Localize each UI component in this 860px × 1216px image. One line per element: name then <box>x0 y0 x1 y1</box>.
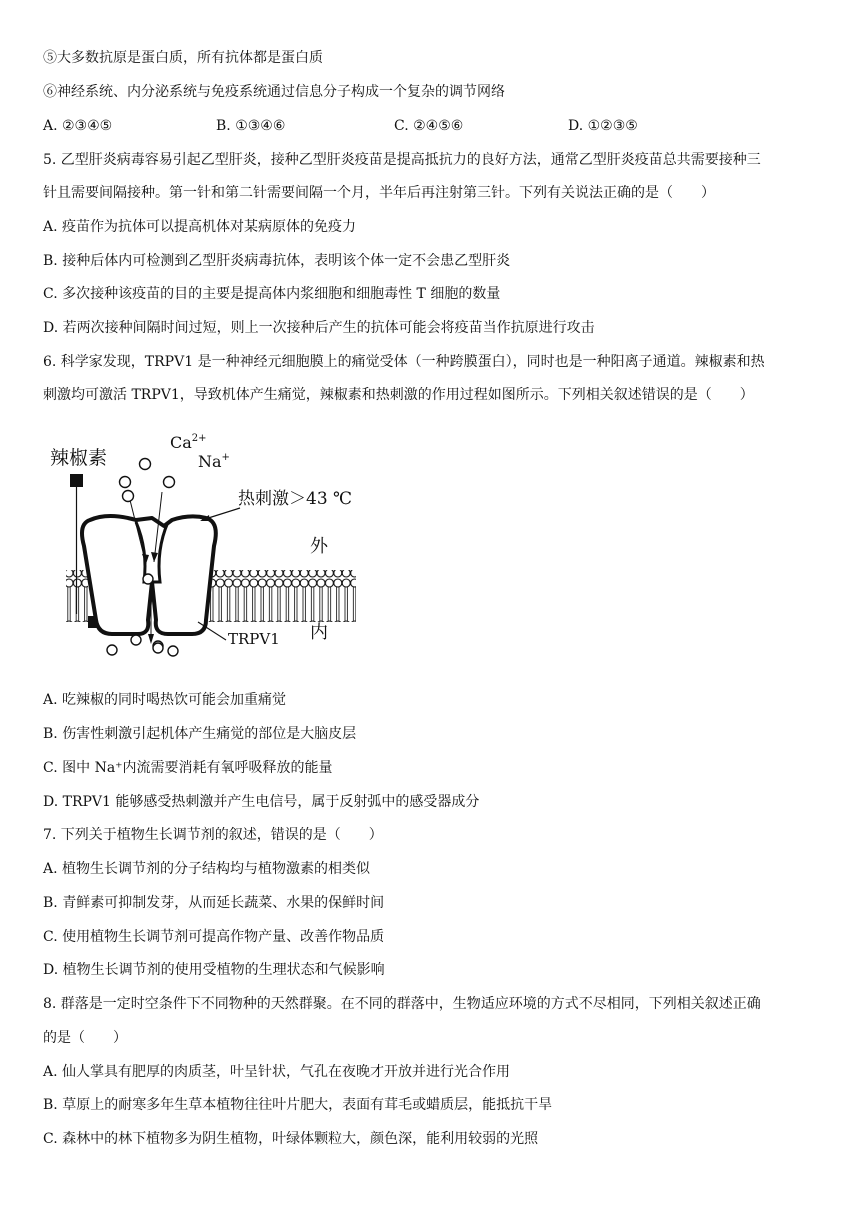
q5-option-c: C. 多次接种该疫苗的目的主要是提高体内浆细胞和细胞毒性 T 细胞的数量 <box>43 286 501 302</box>
q7-option-d: D. 植物生长调节剂的使用受植物的生理状态和气候影响 <box>43 962 385 978</box>
label-ca-base: Ca <box>170 433 192 452</box>
q6-stem-line-2: 刺激均可激活 TRPV1，导致机体产生痛觉，辣椒素和热刺激的作用过程如图所示。下列相关叙述错误的是（ ） <box>43 387 754 403</box>
ion-inside-a <box>107 645 117 655</box>
label-heat: 热刺激＞43 ℃ <box>238 489 353 509</box>
q8-stem-line-1: 8. 群落是一定时空条件下不同物种的天然群聚。在不同的群落中，生物适应环境的方式不尽相同，下列相关叙述正确 <box>43 996 761 1012</box>
label-outside: 外 <box>310 536 328 557</box>
q6-option-a: A. 吃辣椒的同时喝热饮可能会加重痛觉 <box>43 692 287 708</box>
label-capsaicin: 辣椒素 <box>50 447 108 469</box>
ion-ca <box>140 459 151 470</box>
q5-option-d: D. 若两次接种间隔时间过短，则上一次接种后产生的抗体可能会将疫苗当作抗原进行攻击 <box>43 320 595 336</box>
label-ca <box>170 433 207 452</box>
q6-option-d: D. TRPV1 能够感受热刺激并产生电信号，属于反射弧中的感受器成分 <box>43 794 480 810</box>
q6-option-c: C. 图中 Na⁺内流需要消耗有氧呼吸释放的能量 <box>43 760 333 776</box>
q6-stem-line-1: 6. 科学家发现，TRPV1 是一种神经元细胞膜上的痛觉受体（一种跨膜蛋白），同时也是一种阳离子通道。辣椒素和热 <box>43 354 765 370</box>
q5-option-a: A. 疫苗作为抗体可以提高机体对某病原体的免疫力 <box>43 219 357 235</box>
ion-inside-b <box>131 635 141 645</box>
ion-na <box>164 477 175 488</box>
capsaicin-block <box>70 474 83 487</box>
label-na <box>198 452 230 471</box>
q7-stem: 7. 下列关于植物生长调节剂的叙述，错误的是（ ） <box>43 827 383 843</box>
ion-pore <box>143 574 153 584</box>
q4-statement-6: ⑥神经系统、内分泌系统与免疫系统通过信息分子构成一个复杂的调节网络 <box>43 84 505 100</box>
q4-option-d: D. ①②③⑤ <box>568 118 638 134</box>
label-inside: 内 <box>310 622 328 643</box>
label-na-base: Na <box>198 452 222 471</box>
q7-option-b: B. 青鲜素可抑制发芽，从而延长蔬菜、水果的保鲜时间 <box>43 895 385 911</box>
q8-stem-line-2: 的是（ ） <box>43 1030 127 1046</box>
q4-option-b: B. ①③④⑥ <box>216 118 286 134</box>
label-ca-sup: 2+ <box>191 433 207 444</box>
ion-inside-c <box>153 643 163 653</box>
ion-out-1 <box>120 477 131 488</box>
q5-stem-line-1: 5. 乙型肝炎病毒容易引起乙型肝炎，接种乙型肝炎疫苗是提高抵抗力的良好方法，通常乙型肝炎疫苗总共需要接种三 <box>43 152 761 168</box>
q6-option-b: B. 伤害性刺激引起机体产生痛觉的部位是大脑皮层 <box>43 726 357 742</box>
q7-option-a: A. 植物生长调节剂的分子结构均与植物激素的相类似 <box>43 861 371 877</box>
q5-option-b: B. 接种后体内可检测到乙型肝炎病毒抗体，表明该个体一定不会患乙型肝炎 <box>43 253 511 269</box>
label-na-sup: + <box>221 452 230 463</box>
q7-option-c: C. 使用植物生长调节剂可提高作物产量、改善作物品质 <box>43 929 385 945</box>
q4-statement-5: ⑤大多数抗原是蛋白质，所有抗体都是蛋白质 <box>43 50 323 66</box>
q4-option-a: A. ②③④⑤ <box>43 118 113 134</box>
ion-out-2 <box>123 491 134 502</box>
ion-in-2 <box>168 646 178 656</box>
q8-option-c: C. 森林中的林下植物多为阴生植物，叶绿体颗粒大，颜色深，能利用较弱的光照 <box>43 1131 539 1147</box>
label-trpv1: TRPV1 <box>228 630 280 648</box>
membrane-right <box>200 570 356 622</box>
q5-stem-line-2: 针且需要间隔接种。第一针和第二针需要间隔一个月，半年后再注射第三针。下列有关说法正确的是（ ） <box>43 185 715 201</box>
q4-options <box>43 116 803 136</box>
q4-option-c: C. ②④⑤⑥ <box>394 118 464 134</box>
trpv1-diagram <box>48 422 368 672</box>
q8-option-b: B. 草原上的耐寒多年生草本植物往往叶片肥大，表面有茸毛或蜡质层，能抵抗干旱 <box>43 1097 553 1113</box>
q8-option-a: A. 仙人掌具有肥厚的肉质茎，叶呈针状，气孔在夜晚才开放并进行光合作用 <box>43 1064 511 1080</box>
